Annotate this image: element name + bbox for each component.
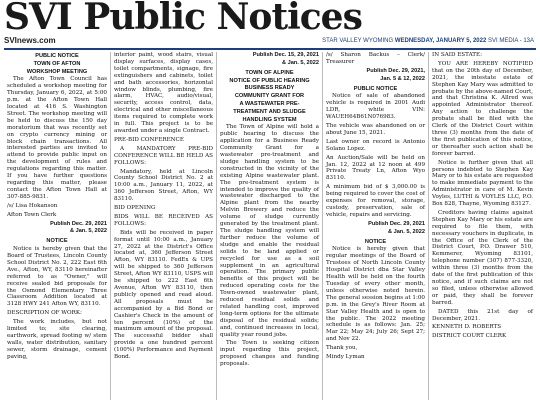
notice-text: Thank you, (326, 345, 358, 352)
masthead (0, 0, 540, 48)
notice-text: YOU ARE HEREBY NOTIFIED that on the 20th day of December, 2021, the intestate estate of Stephen Kay Mary was admitted to probate by the above-named Court, and that Christina K. Allred was appointed Administrator thereof. Any action to challenge the probate shall be filed with the Clerk of the District Court within three (3) months from the date of the first publication of this notice, or thereafter such action shall be forever barred. (432, 60, 533, 157)
notice-text: Last owner on record is Antonio Solano Lopez. (326, 138, 425, 152)
notice-text: DATED this 21st day of December, 2021. (432, 308, 533, 322)
column-1 (4, 52, 110, 400)
notice-text: Bids will be received in paper format until 10:00 a.m., January 27, 2022 at the District's Office located at, 360 Jefferson Street Afton, WY 83110. FedEx & UPS will be shipped to 360 Jefferson Street, Afton WY 83110, USPS will be shipped to 222 East 6th Avenue, Afton WY 83110, then publicly opened and read aloud. All proposals must be accompanied by a Bid Bond or Cashier's Check in the amount of ten percent (10%) of the maximum amount of the proposal. The successful bidder shall provide a one hundred percent (100%) Performance and Payment Bond. (114, 229, 213, 361)
notice-signature: KENNETH D. ROBERTS (432, 324, 502, 331)
column-5 (428, 52, 536, 400)
notice-text: Creditors having claims against Stephen Kay Mary or his estate are required to file them, with necessary vouchers in duplicate, in the Office of the Clerk of the District Court, P.O. Drawer 510, Kemmerer, Wyoming 83101, telephone number (307) 877-3320, within three (3) months from the date of the first publication of this notice, and if such claims are not so filed, unless otherwise allowed or paid, they shall be forever barred. (432, 209, 533, 306)
dateline-prefix: STAR VALLEY WYOMING (322, 38, 395, 44)
dateline-date: WEDNESDAY, JANUARY 5, 2022 (394, 38, 487, 44)
notice-text: BID OPENING (114, 205, 156, 212)
notice-heading: A WASTEWATER PRE- (239, 101, 300, 107)
publish-dates: Publish Dec. 29, 2021, (366, 67, 425, 74)
notice-text: The Town of Alpine will hold a public hearing to discuss the application for a Business Ready Community Grant for a wastewater pre-treatment and sludge handling system to be constructed in the vicinity of the existing Alpine wastewater plant. The pre-treatment system is intended to improve the quality of wastewater discharged to the Alpine plant from the nearby Melvin Brewery and reduce the volume of sludge currently generated by the treatment plant. The sludge handling system will further reduce the volume of sludge and enable the residual solids to be land applied or recycled for use as a soil supplement in an agricultural operation. The primary public benefits of this project will be reduced operating costs for the Town-owned wastewater plant, reduced residual solids and related handling cost, improved long-term options for the ultimate disposal of the residual solids; and, continued increases in local, quality year round jobs. (220, 124, 319, 338)
publish-dates: Publish Dec. 29, 2021 (368, 220, 425, 227)
notice-text: An Auction/Sale will be held on Jan. 12, 2022 at 12 noon at 499 Private Treaty Ln, Afton Wyo 83110. (326, 154, 425, 182)
dateline-suffix: SVI MEDIA - 13A (486, 38, 534, 44)
notice-heading: TREATMENT AND SLUDGE (233, 108, 306, 115)
masthead-site[interactable]: SVInews.com (4, 36, 56, 45)
notice-heading: WORKSHOP MEETING (26, 68, 88, 75)
publish-dates: Publish Dec. 15, 29, 2021 (252, 52, 319, 58)
notice-text: DESCRIPTION OF WORK: (7, 310, 82, 317)
notice-text: IN SAID ESTATE: (432, 52, 482, 58)
notice-heading: HANDLING SYSTEM (242, 116, 297, 123)
notice-signature: DISTRICT COURT CLERK (432, 333, 507, 340)
notice-heading: PUBLIC NOTICE (353, 85, 398, 92)
dateline (322, 38, 534, 44)
column-2 (110, 52, 216, 400)
publish-dates: Jan. 5 & 12, 2022 (380, 75, 425, 82)
notice-columns (0, 50, 540, 400)
notice-text: A MANDATORY PRE-BID CONFERENCE WILL BE HELD AS FOLLOWS: (114, 145, 214, 166)
notice-heading: COMMUNITY GRANT FOR (234, 93, 305, 100)
notice-signature: /s/ Lisa Hokanson (7, 202, 58, 209)
notice-text: The work includes, but not limited to; site clearing, earthwork, spread footing w/ stem walls, water distribution, sanitary sewer, storm drainage, cement paving, (7, 319, 107, 360)
column-4 (322, 52, 428, 400)
publish-dates: & Jan. 5, 2022 (387, 228, 425, 235)
notice-text: Notice is hereby given that the Board of Trustees, Lincoln County School District No. 2, 222 East 6th Ave., Afton, WY, 83110 hereinafter referred to as "Owner," will receive sealed bid proposals for the Osmond Elementary Three Classroom Addition located at 3128 HWY 241 Afton WY, 83110. (7, 246, 107, 308)
notice-text: PRE-BID CONFERENCE (114, 136, 184, 143)
notice-signature: Mindy Lyman (326, 354, 365, 361)
notice-heading: NOTICE (46, 238, 68, 245)
notice-heading: NOTICE (364, 238, 387, 245)
notice-text: Notice is hereby given that regular meetings of the Board of Trustees of North Lincoln County Hospital District dba Star Valley Health will be held on the fourth Tuesday of every other month, unless otherwise noted herein. The general session begins at 1:00 p.m. in the Grey's River Room at Star Valley Health and is open to the public. The 2022 meeting schedule is as follows: Jan. 25; Mar 22; May 24; July 26; Sept 27; and Nov 22. (326, 246, 425, 343)
notice-heading: TOWN OF ALPINE (245, 69, 294, 76)
notice-text: The vehicle was abandoned on or about June 15, 2021. (326, 123, 425, 136)
masthead-title: SVI Public Notices (4, 0, 362, 38)
notice-signature: Afton Town Clerk (7, 211, 57, 218)
notice-heading: PUBLIC NOTICE (35, 53, 79, 59)
notice-text: Notice is further given that all persons indebted to Stephen Kay Mary or to his estate are requested to make immediate payment to the Administrator in care of M. Kevin Voyles, LUTHI & VOYLES LLC, P.O. Box 828, Thayne, Wyoming 83127. (432, 159, 533, 208)
notice-heading: TOWN OF AFTON (33, 60, 81, 67)
notice-heading: BUSINESS READY (244, 85, 295, 92)
notice-text: Mandatory, held at Lincoln County School District No. 2 at 10:00 a.m., January 11, 2022, at 360 Jefferson Street, Afton, WY 83110. (114, 168, 213, 203)
notice-text: interior paint, wood stairs, visual display surfaces, display cases, toilet compartments, signage, fire extinguishers and cabinets, toilet and bath accessories, horizontal window blinds, plumbing, fire alarm, HVAC, audio/visual, security, access control, data, electrical and other miscellaneous items required to complete work in full. This project is to be awarded under a single Contract. (114, 52, 213, 134)
notice-text: The Town is seeking citizen input regarding this project, proposed changes and funding proposals. (220, 340, 319, 368)
publish-dates: & Jan. 5, 2022 (69, 228, 107, 235)
notice-text: BIDS WILL BE RECEIVED AS FOLLOWS: (114, 213, 213, 227)
column-3 (216, 52, 322, 400)
publish-dates: & Jan. 5, 2022 (281, 59, 319, 66)
notice-heading: NOTICE OF PUBLIC HEARING (229, 77, 310, 84)
publish-dates: Publish Dec. 29, 2021 (50, 220, 107, 227)
notice-text: A minimum bid of $ 3,000.00 is being required to cover the cost of expenses for removal, storage, custody, preservation, sale of vehicle, repairs and servicing. (326, 184, 425, 218)
notice-text: Notice of sale of abandoned vehicle is required in 2001 Audi LDR, white VIN: WAUEH64B61N076983. (326, 93, 425, 121)
notice-signature: /s/ Sharon Backus – Clerk/ Treasurer (326, 52, 425, 65)
notice-text: The Afton Town Council has scheduled a workshop meeting for Thursday, January 6, 2022, at 5:00 p.m. at the Afton Town Hall located at 416 S. Washington Street. The workshop meeting will be held to discuss the 150 day moratorium that was recently set on crypto currency mining or block chain transactions. All interested parties are invited to attend to provide public input on the development of rules and regulations regarding this matter. If you have further questions regarding this matter, please contact the Afton Town Hall at 307-885-9831. (7, 76, 107, 200)
